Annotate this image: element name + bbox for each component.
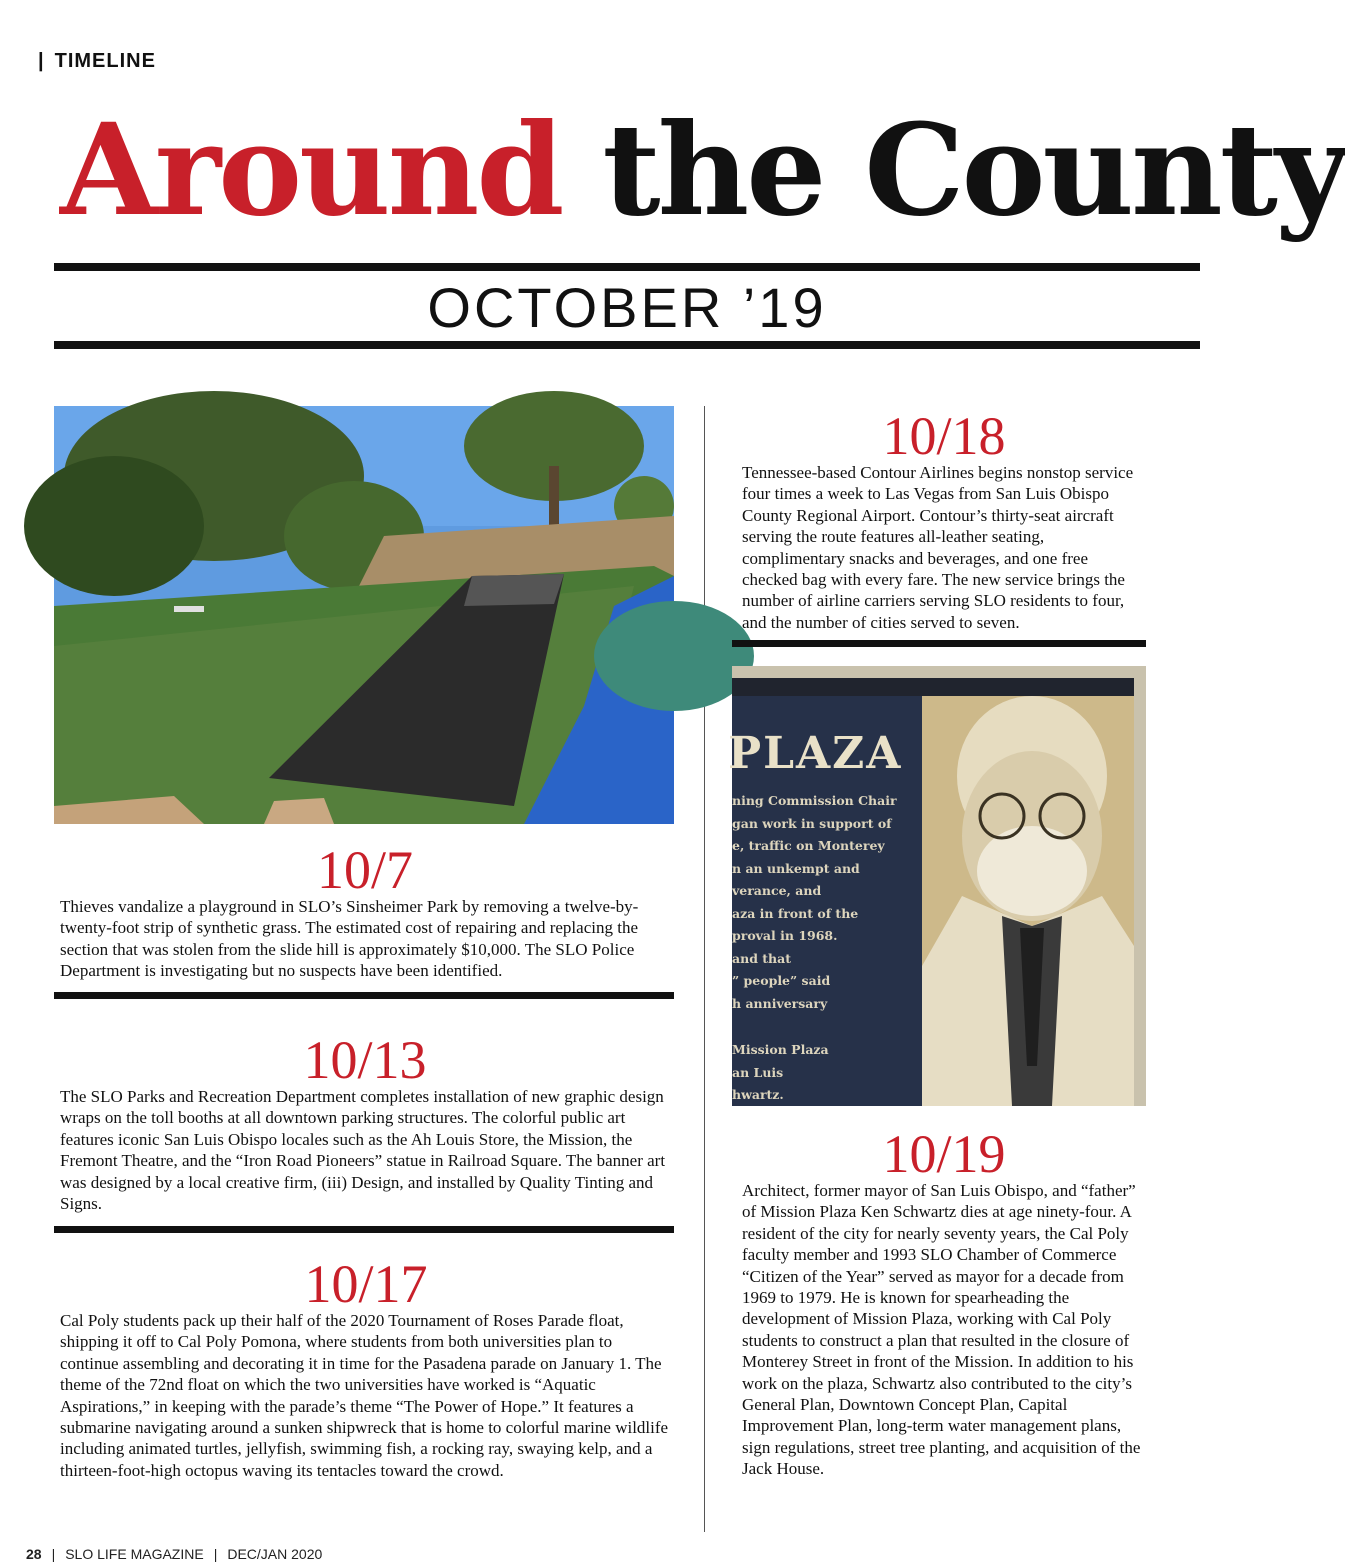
page-number: 28	[26, 1546, 42, 1562]
plaque-photo	[728, 666, 1146, 1106]
plaque-line: gan work in support of	[732, 815, 892, 831]
entry-divider	[732, 640, 1146, 647]
plaque-line: proval in 1968.	[732, 928, 838, 943]
timeline-entry	[742, 1124, 1146, 1480]
plaque-line: verance, and	[732, 883, 822, 898]
magazine-name: SLO LIFE MAGAZINE	[65, 1546, 204, 1562]
entry-divider	[54, 992, 674, 999]
header-rule-top	[54, 263, 1200, 271]
entry-text: Cal Poly students pack up their half of the 2020 Tournament of Roses Parade float, shipping it off to Cal Poly Pomona, where students from both universities plan to continue assembling and decorating it in time for the Pasadena parade on January 1. The theme of the 72nd float on which the two universities have worked is “Aquatic Aspirations,” in keeping with the parade’s theme “The Power of Hope.” It features a submarine navigating around a sunken shipwreck that is home to colorful marine wildlife including animated turtles, jellyfish, swimming fish, a rocking ray, swaying kelp, and a thirteen-foot-high octopus waving its tentacles toward the crowd.	[60, 1311, 669, 1480]
section-tag-label: TIMELINE	[54, 50, 156, 72]
plaque-text	[732, 790, 922, 1107]
plaque-line: Mission Plaza	[732, 1042, 829, 1057]
plaque-line: and that	[732, 950, 792, 966]
entry-divider	[54, 1226, 674, 1233]
plaque-line: ning Commission Chair	[732, 793, 897, 808]
entry-text: Architect, former mayor of San Luis Obispo, and “father” of Mission Plaza Ken Schwartz dies at age ninety-four. A resident of the city for nearly seventy years, the Cal Poly faculty member and 1993 SLO Chamber of Commerce “Citizen of the Year” served as mayor for a decade from 1969 to 1979. He is known for spearheading the development of Mission Plaza, working with Cal Poly students to construct a plan that resulted in the closure of Monterey Street in front of the Mission. In addition to his work on the plaza, Schwartz also contributed to the city’s General Plan, Downtown Concept Plan, Capital Improvement Plan, long-term water management plans, sign regulations, street tree planting, and acquisition of the Jack House.	[742, 1181, 1141, 1479]
entry-date: 10/17	[304, 1254, 428, 1314]
plaque-line: an Luis	[732, 1064, 784, 1080]
entry-date: 10/19	[882, 1124, 1006, 1184]
section-tag: | TIMELINE	[38, 50, 156, 72]
entry-date: 10/13	[303, 1030, 427, 1090]
entry-date: 10/18	[882, 406, 1006, 466]
entry-date: 10/7	[316, 840, 413, 900]
plaque-title: PLAZA	[728, 728, 903, 779]
plaque-line: n an unkempt and	[732, 860, 860, 876]
column-divider	[704, 406, 705, 1532]
entry-text: The SLO Parks and Recreation Department completes installation of new graphic design wraps on the toll booths at all downtown parking structures. The colorful public art features iconic San Luis Obispo locales such as the Ah Louis Store, the Mission, the Fremont Theatre, and the “Iron Road Pioneers” statue in Railroad Square. The banner art was designed by a local creative firm, (iii) Design, and installed by Quality Tinting and Signs.	[60, 1087, 666, 1214]
plaque-line: aza in front of the	[732, 905, 859, 921]
page-title	[60, 96, 1345, 244]
timeline-entry	[60, 840, 670, 982]
plaque-line: e, traffic on Monterey	[732, 838, 885, 853]
entry-text: Tennessee-based Contour Airlines begins nonstop service four times a week to Las Vegas from San Luis Obispo County Regional Airport. Contour’s thirty-seat aircraft serving the route features all-leather seating, complimentary snacks and beverages, and one free checked bag with every fare. The new service brings the number of airline carriers serving SLO residents to four, and the number of cities served to seven.	[742, 463, 1134, 632]
page-footer: 28 | SLO LIFE MAGAZINE | DEC/JAN 2020	[26, 1546, 323, 1562]
timeline-entry	[60, 1254, 672, 1481]
plaque-line: ” people” said	[732, 973, 831, 988]
month-heading: OCTOBER ’19	[427, 276, 827, 339]
plaque-line: hwartz.	[732, 1087, 784, 1102]
issue-date: DEC/JAN 2020	[227, 1546, 323, 1562]
timeline-entry	[60, 1030, 670, 1214]
playground-photo	[54, 406, 674, 824]
page-title-main: the County	[602, 96, 1345, 244]
entry-text: Thieves vandalize a playground in SLO’s Sinsheimer Park by removing a twelve-by-twenty-foot strip of synthetic grass. The estimated cost of repairing and replacing the section that was stolen from the slide hill is approximately $10,000. The SLO Police Department is investigating but no suspects have been identified.	[60, 897, 639, 981]
timeline-entry	[742, 406, 1146, 633]
header-rule-bottom	[54, 341, 1200, 349]
plaque-line: h anniversary	[732, 995, 828, 1011]
page-title-accent: Around	[60, 96, 562, 244]
